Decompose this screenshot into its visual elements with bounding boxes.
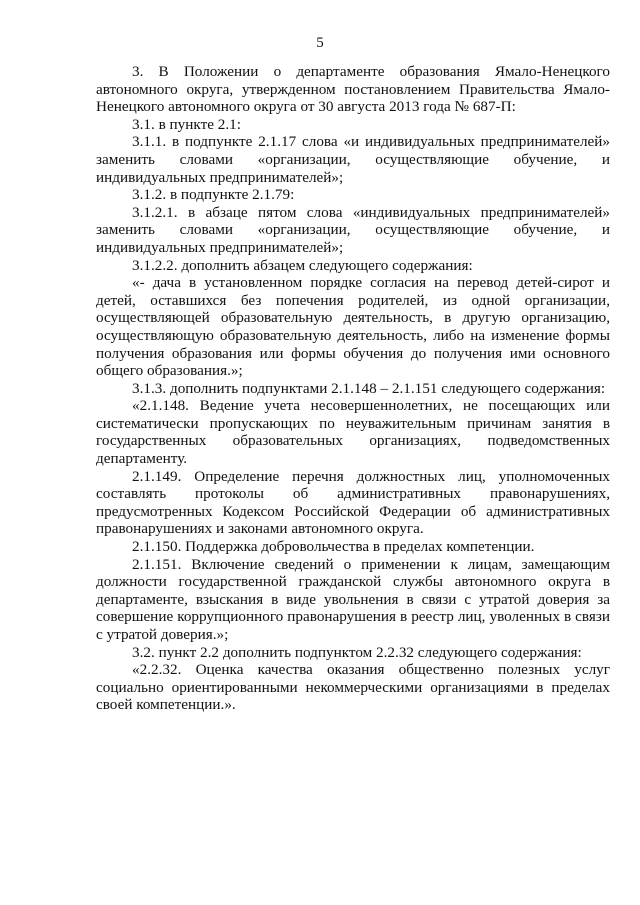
- paragraph-3-1: 3.1. в пункте 2.1:: [132, 115, 241, 133]
- paragraph-3-2: 3.2. пункт 2.2 дополнить подпунктом 2.2.32 следующего содержания:: [132, 643, 582, 661]
- paragraph-3-1-2-1: 3.1.2.1. в абзаце пятом слова «индивидуальных предпринимателей» заменить словами «организации, осуществляющие обучение, и индивидуальных предпринимателей»;: [96, 203, 610, 256]
- paragraph-3-1-2: 3.1.2. в подпункте 2.1.79:: [132, 186, 295, 204]
- page-number: 5: [316, 35, 324, 51]
- paragraph-3-1-3: 3.1.3. дополнить подпунктами 2.1.148 – 2.1.151 следующего содержания:: [132, 379, 606, 397]
- document-body: [96, 63, 610, 714]
- paragraph-2-1-151: 2.1.151. Включение сведений о применении к лицам, замещающим должности государственной гражданской службы автономного округа в департаменте, взыскания в виде увольнения в связи с утратой доверия за совершение коррупционного правонарушения в реестр лиц, уволенных в связи с утратой доверия.»;: [96, 555, 610, 643]
- paragraph-2-1-150: 2.1.150. Поддержка добровольчества в пределах компетенции.: [132, 538, 535, 556]
- paragraph-quoted-consent: «- дача в установленном порядке согласия на перевод детей-сирот и детей, оставшихся без попечения родителей, из одной организации, осуществляющей образовательную деятельность, в другую организацию, осуществляющую образовательную деятельность, либо на изменение формы получения образования или формы обучения до получения ими основного общего образования.»;: [96, 274, 610, 380]
- paragraph-3-1-2-2: 3.1.2.2. дополнить абзацем следующего содержания:: [132, 256, 473, 274]
- paragraph-2-2-32: «2.2.32. Оценка качества оказания общественно полезных услуг социально ориентированными некоммерческими организациями в пределах своей компетенции.».: [96, 661, 610, 714]
- paragraph-2-1-148: «2.1.148. Ведение учета несовершеннолетних, не посещающих или систематически пропускающих по неуважительным причинам занятия в государственных образовательных организациях, подведомственных департаменту.: [96, 397, 610, 468]
- paragraph-3-intro: 3. В Положении о департаменте образования Ямало-Ненецкого автономного округа, утвержденном постановлением Правительства Ямало-Ненецкого автономного округа от 30 августа 2013 года № 687-П:: [96, 63, 610, 116]
- paragraph-3-1-1: 3.1.1. в подпункте 2.1.17 слова «и индивидуальных предпринимателей» заменить словами «организации, осуществляющие обучение, и индивидуальных предпринимателей»;: [96, 133, 610, 186]
- paragraph-2-1-149: 2.1.149. Определение перечня должностных лиц, уполномоченных составлять протоколы об административных правонарушениях, предусмотренных Кодексом Российской Федерации об административных правонарушениях и законами автономного округа.: [96, 467, 610, 538]
